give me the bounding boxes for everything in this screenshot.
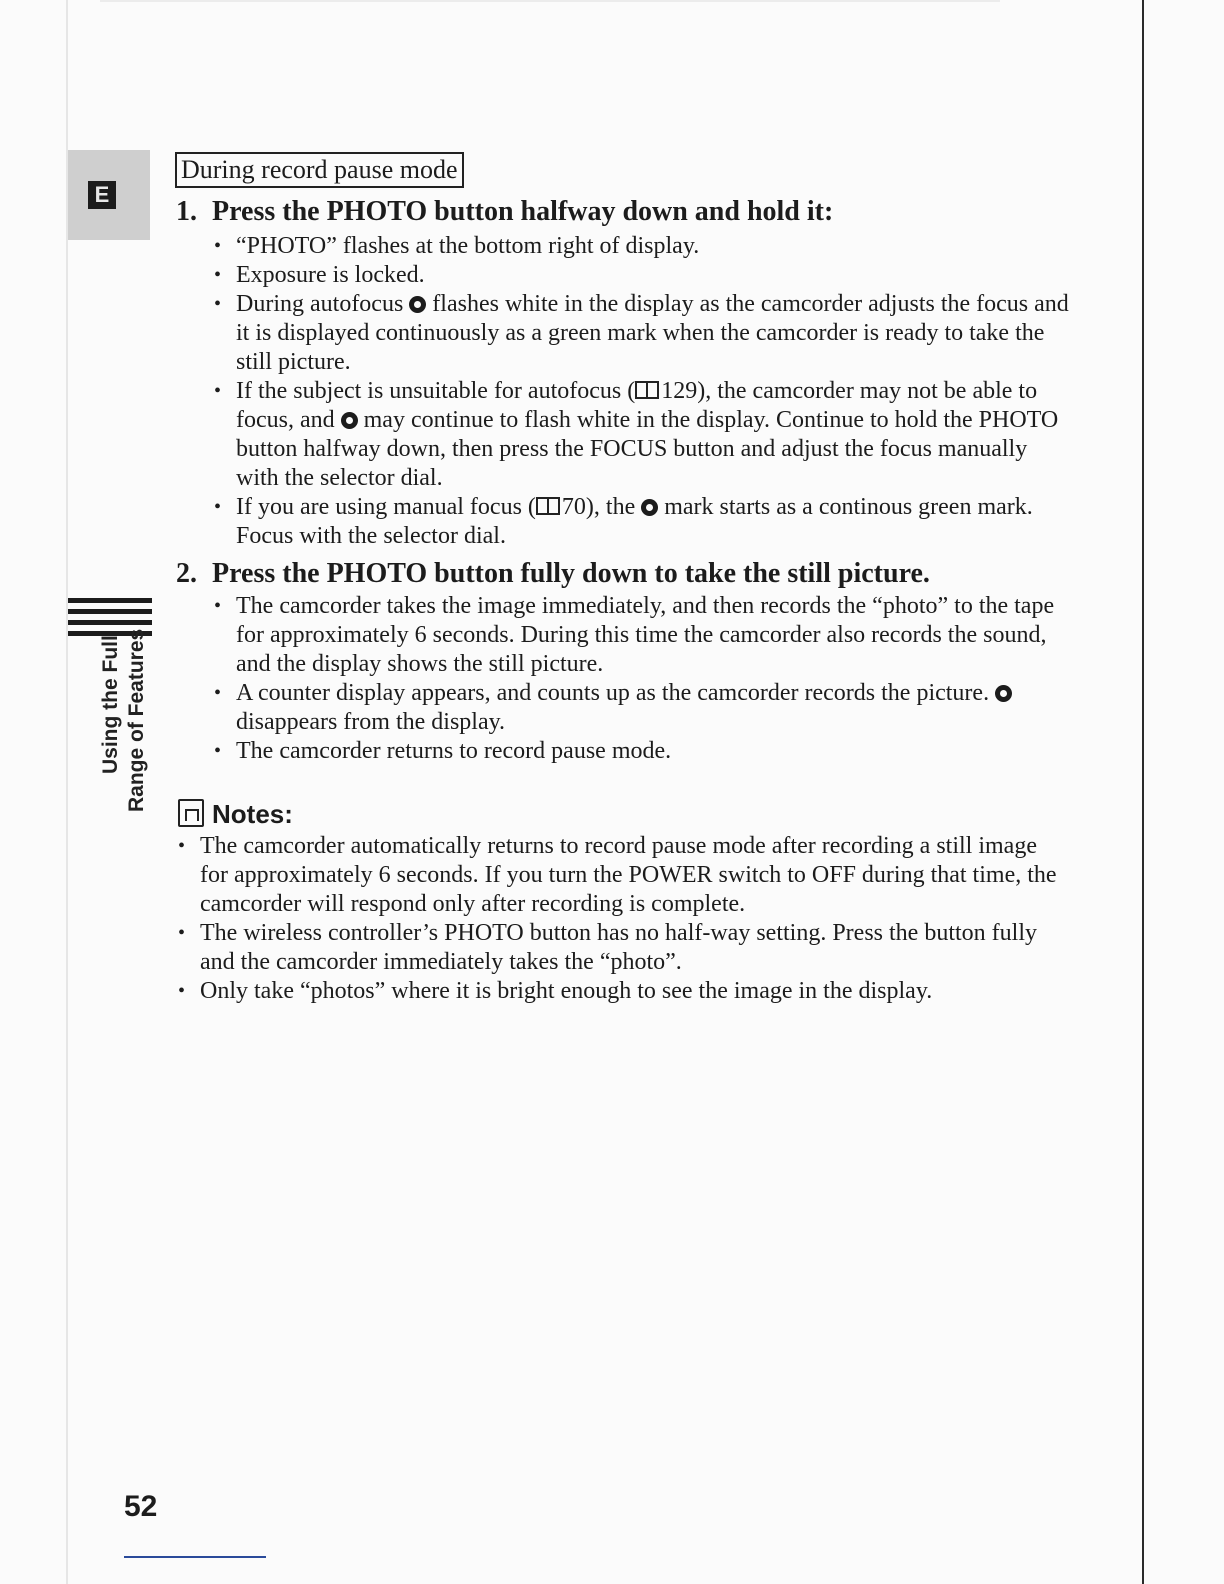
list-item: • A counter display appears, and counts up as the camcorder records the picture. disappears from the display.: [214, 679, 1074, 737]
page-number: 52: [124, 1490, 158, 1523]
step-number: 2.: [176, 558, 197, 589]
focus-mark-icon: [995, 685, 1012, 702]
section-label-line1: Using the Full: [99, 635, 122, 774]
section-label: [98, 592, 158, 812]
list-item: • The wireless controller’s PHOTO button has no half-way setting. Press the button fully and the camcorder immediately takes the “photo”.: [178, 920, 1037, 975]
language-tab-letter: E: [88, 181, 116, 209]
step-title: Press the PHOTO button halfway down and hold it:: [212, 196, 834, 227]
list-item: • Only take “photos” where it is bright enough to see the image in the display.: [178, 978, 933, 1004]
page-right-edge: [1142, 0, 1144, 1584]
notes-heading: [178, 796, 293, 832]
list-item: • The camcorder automatically returns to record pause mode after recording a still image for approximately 6 seconds. If you turn the POWER switch to OFF during that time, the camcorder will respond only after recording is complete.: [178, 833, 1057, 917]
focus-mark-icon: [341, 412, 358, 429]
page-top-edge: [100, 0, 1000, 2]
footer-rule: [124, 1556, 266, 1558]
list-item: • If you are using manual focus ( 70), the mark starts as a continous green mark. Focus with the selector dial.: [214, 494, 1033, 549]
list-item: • During autofocus flashes white in the display as the camcorder adjusts the focus and it is displayed continuously as a green mark when the camcorder is ready to take the still picture.: [214, 291, 1069, 375]
list-item: • The camcorder takes the image immediately, and then records the “photo” to the tape for approximately 6 seconds. During this time the camcorder also records the sound, and the display shows the still picture.: [214, 593, 1055, 677]
book-reference-icon: [635, 381, 659, 399]
notes-title: Notes:: [212, 799, 293, 829]
mode-label-box: During record pause mode: [175, 152, 464, 188]
notes-list: [178, 832, 1058, 1006]
step-2-bullets: [214, 592, 1074, 766]
list-item: • The camcorder returns to record pause mode.: [214, 738, 672, 764]
list-item: • “PHOTO” flashes at the bottom right of display.: [214, 233, 700, 259]
list-item: • If the subject is unsuitable for autofocus ( 129), the camcorder may not be able to focus, and may continue to flash white in the display. Continue to hold the PHOTO button halfway down, then press the FOCUS button and adjust the focus manually with the selector dial.: [214, 378, 1059, 491]
list-item: • Exposure is locked.: [214, 262, 425, 288]
notes-icon: [178, 799, 204, 827]
focus-mark-icon: [409, 296, 426, 313]
book-reference-icon: [536, 497, 560, 515]
step-number: 1.: [176, 196, 197, 227]
step-1-heading: [176, 196, 833, 228]
step-title: Press the PHOTO button fully down to take the still picture.: [212, 558, 930, 589]
section-label-line2: Range of Features: [125, 628, 148, 812]
step-2-heading: [176, 558, 930, 590]
focus-mark-icon: [641, 499, 658, 516]
step-1-bullets: [214, 232, 1074, 551]
language-tab: [68, 150, 150, 240]
